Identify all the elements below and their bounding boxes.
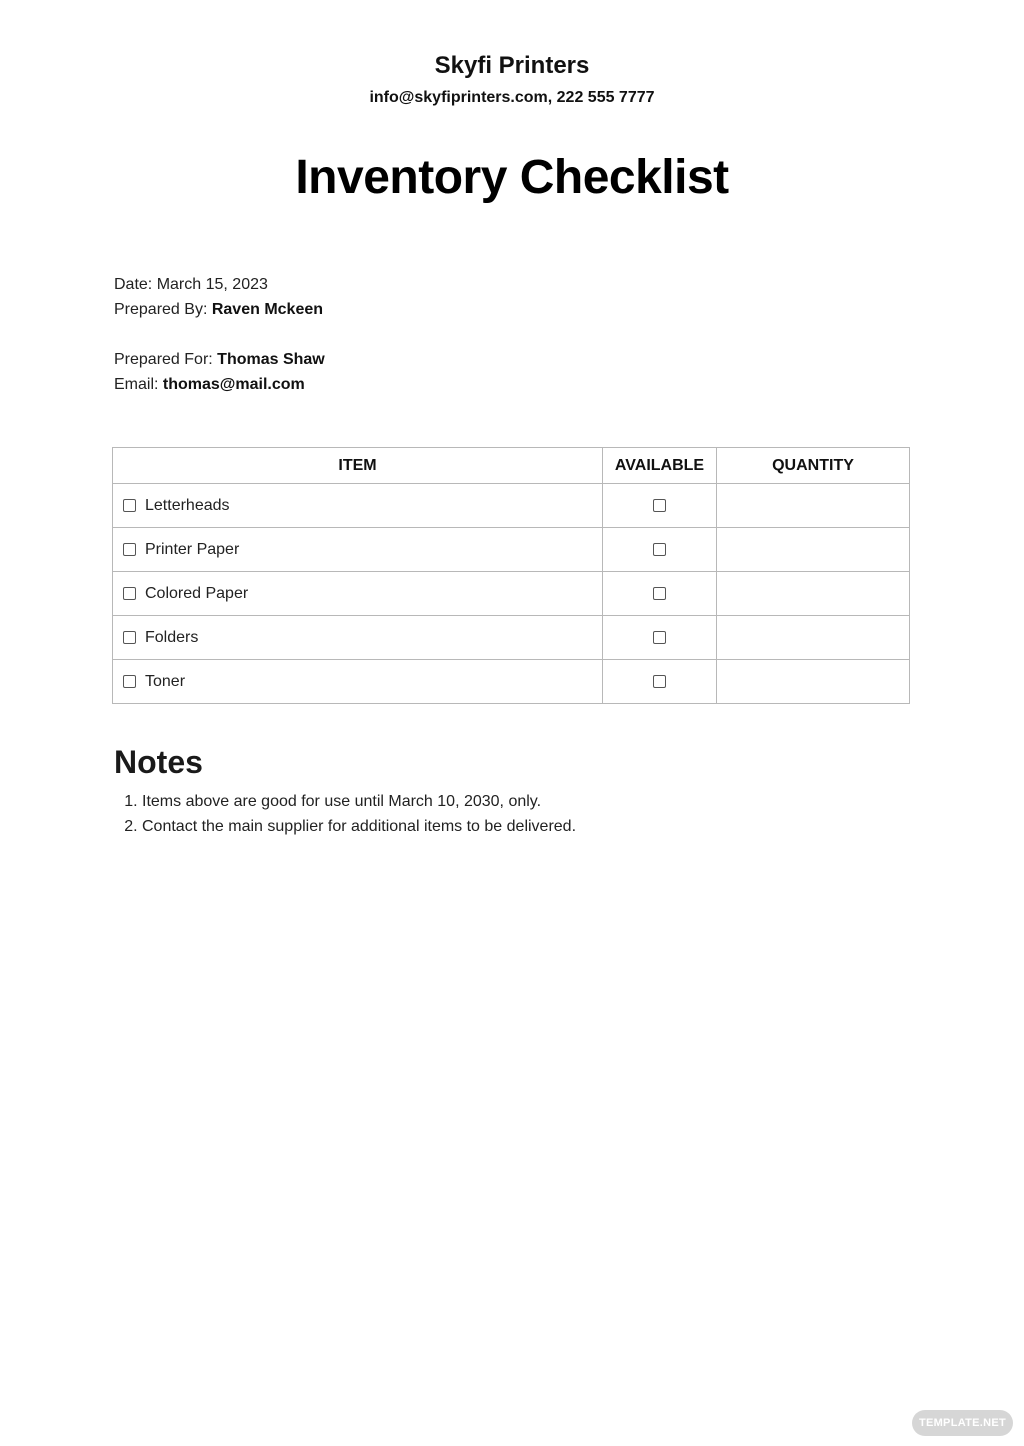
notes-heading: Notes: [114, 744, 203, 780]
item-checkbox[interactable]: [123, 675, 136, 688]
item-label: Printer Paper: [145, 540, 240, 558]
available-cell: [603, 528, 717, 572]
quantity-cell[interactable]: [717, 572, 910, 616]
available-cell: [603, 616, 717, 660]
note-item: 1. Items above are good for use until March 10, 2030, only.: [142, 789, 576, 814]
prepared-for-label: Prepared For:: [114, 351, 213, 368]
table-row: [113, 572, 910, 616]
available-cell: [603, 484, 717, 528]
prepared-for-value: Thomas Shaw: [217, 351, 325, 368]
item-checkbox[interactable]: [123, 631, 136, 644]
document-title: Inventory Checklist: [295, 151, 729, 204]
table-header-row: [113, 448, 910, 484]
available-cell: [603, 660, 717, 704]
item-cell: [113, 616, 603, 660]
table-row: [113, 528, 910, 572]
prepared-by-label: Prepared By:: [114, 301, 208, 318]
quantity-cell[interactable]: [717, 528, 910, 572]
prepared-by-value: Raven Mckeen: [211, 301, 324, 318]
item-label: Colored Paper: [145, 584, 249, 602]
table-row: [113, 616, 910, 660]
meta-date: [114, 272, 268, 297]
item-label: Letterheads: [145, 496, 230, 514]
quantity-cell[interactable]: [717, 616, 910, 660]
available-cell: [603, 572, 717, 616]
company-contact: info@skyfiprinters.com, 222 555 7777: [369, 89, 655, 106]
item-cell: [113, 660, 603, 704]
quantity-cell[interactable]: [717, 484, 910, 528]
available-checkbox[interactable]: [653, 631, 666, 644]
item-checkbox[interactable]: [123, 587, 136, 600]
item-checkbox[interactable]: [123, 543, 136, 556]
item-checkbox[interactable]: [123, 499, 136, 512]
company-name: Skyfi Printers: [434, 52, 590, 79]
meta-email: [114, 372, 305, 397]
note-item: 2. Contact the main supplier for additional items to be delivered.: [142, 814, 576, 839]
email-value: thomas@mail.com: [162, 376, 305, 393]
template-watermark: TEMPLATE.NET: [912, 1410, 1013, 1436]
table-row: [113, 660, 910, 704]
item-cell: [113, 484, 603, 528]
available-checkbox[interactable]: [653, 543, 666, 556]
column-header-item: ITEM: [113, 448, 603, 484]
date-value: March 15, 2023: [156, 276, 268, 293]
column-header-available: AVAILABLE: [603, 448, 717, 484]
date-label: Date:: [114, 276, 153, 293]
table-row: [113, 484, 910, 528]
item-cell: [113, 528, 603, 572]
available-checkbox[interactable]: [653, 499, 666, 512]
quantity-cell[interactable]: [717, 660, 910, 704]
item-label: Folders: [145, 628, 199, 646]
email-label: Email:: [114, 376, 159, 393]
meta-prepared-by: [114, 297, 323, 322]
available-checkbox[interactable]: [653, 675, 666, 688]
item-cell: [113, 572, 603, 616]
meta-prepared-for: [114, 347, 325, 372]
available-checkbox[interactable]: [653, 587, 666, 600]
column-header-quantity: QUANTITY: [717, 448, 910, 484]
item-label: Toner: [145, 672, 186, 690]
notes-list: [114, 789, 576, 839]
inventory-table: [112, 447, 910, 704]
